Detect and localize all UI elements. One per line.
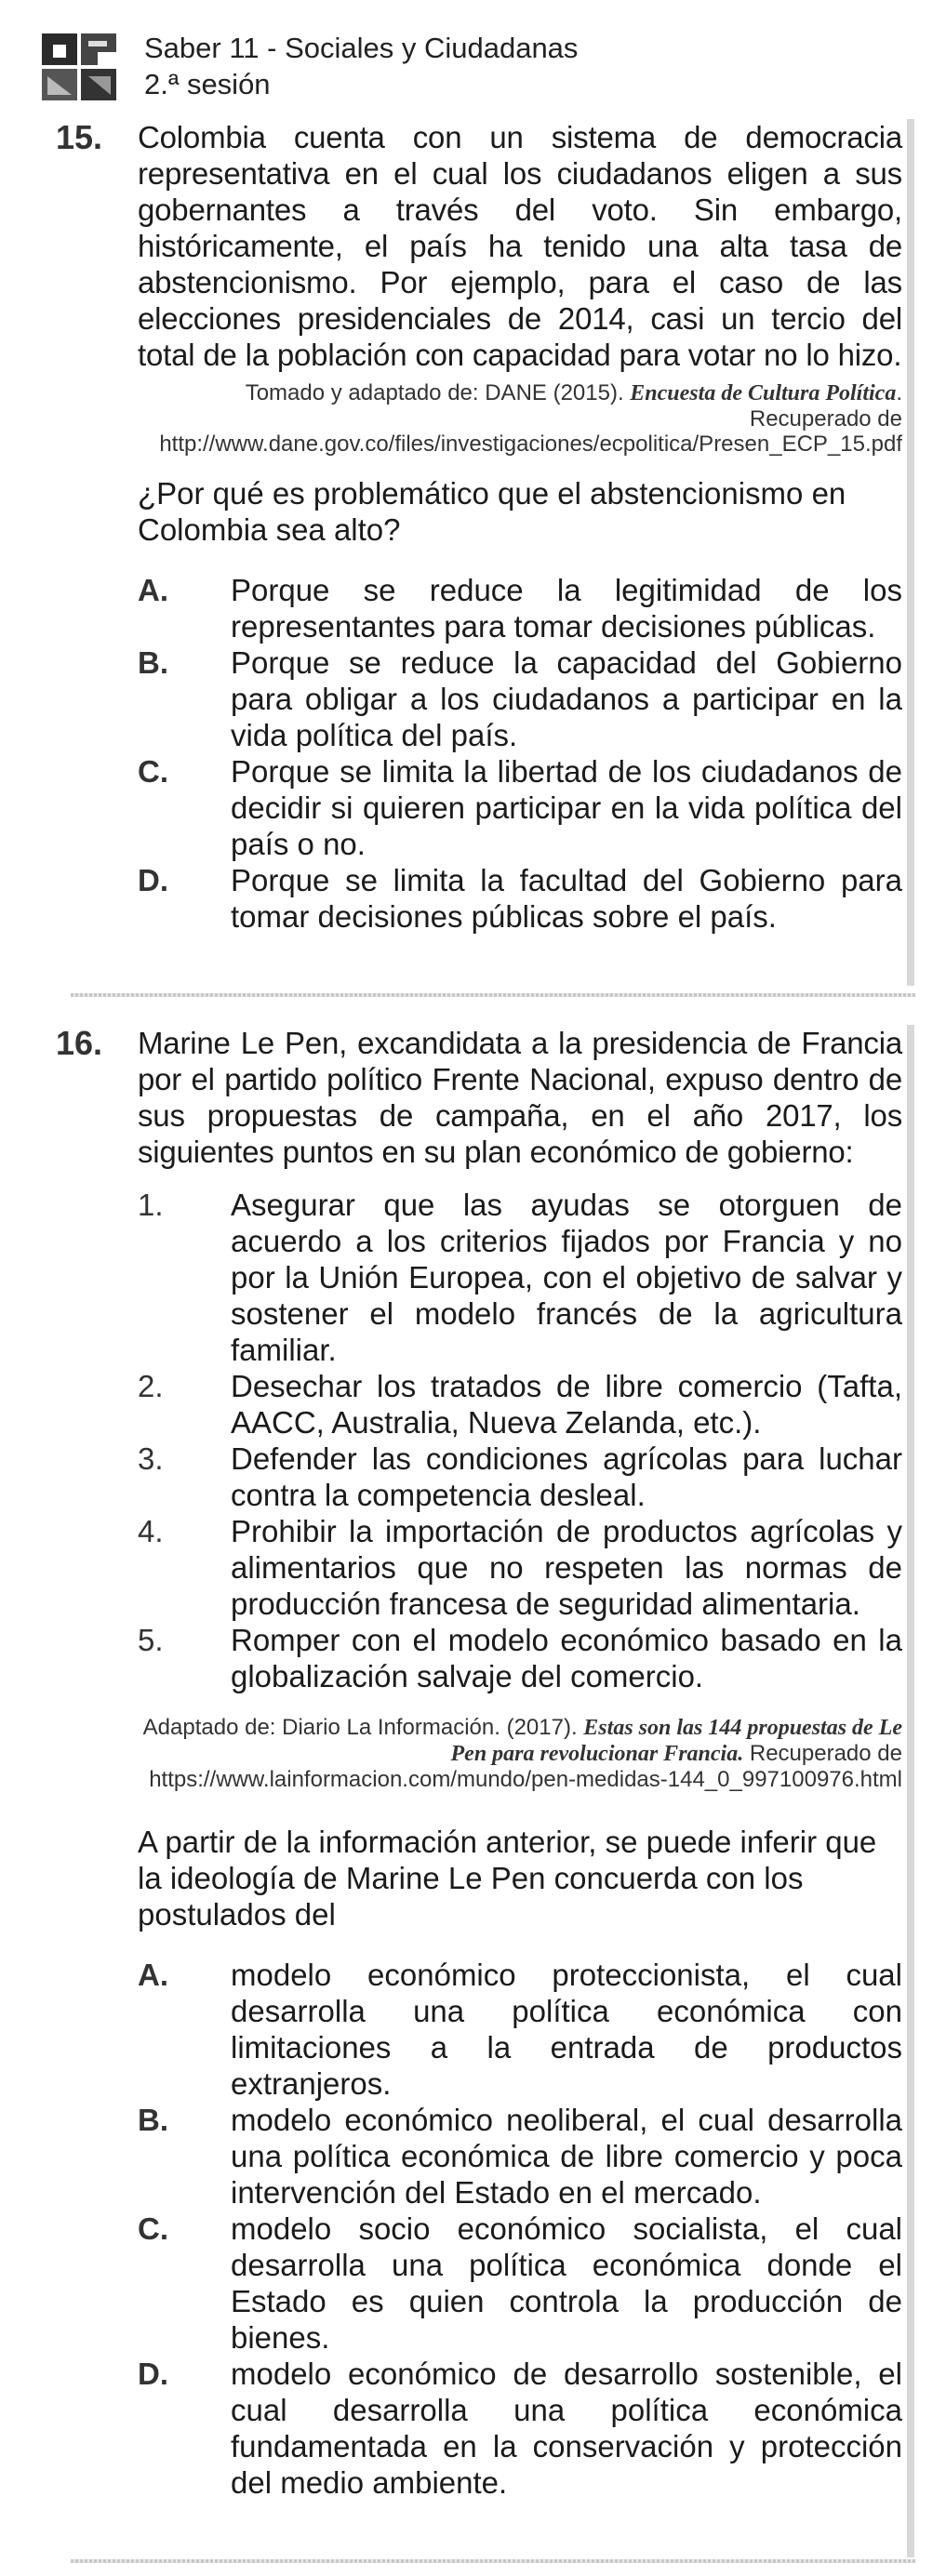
option-text: Porque se limita la facultad del Gobierno para tomar decisiones públicas sobre el país. (231, 863, 902, 934)
list-text: Romper con el modelo económico basado en la globalización salvaje del comercio. (231, 1623, 902, 1693)
list-number: 2. (138, 1369, 164, 1403)
list-number: 1. (138, 1188, 164, 1222)
source-citation (138, 380, 902, 457)
question-16-border (907, 1025, 914, 2557)
list-number: 5. (138, 1623, 164, 1657)
question-number: 15. (56, 118, 103, 156)
option-b[interactable] (138, 644, 902, 753)
option-letter: B. (138, 645, 168, 680)
list-item (138, 1441, 902, 1513)
list-number: 3. (138, 1441, 164, 1476)
option-b[interactable] (138, 2102, 902, 2211)
source-suffix: Recuperado de https://www.lainformacion.com/mundo/pen-medidas-144_0_997100976.html (149, 1741, 902, 1792)
header-title: Saber 11 - Sociales y Ciudadanas (144, 32, 579, 64)
option-text: modelo económico de desarrollo sostenible, el cual desarrolla una política económica fundamentada en la conservación y protección del medio ambiente. (231, 2357, 902, 2500)
header-text (144, 30, 578, 102)
source-prefix: Adaptado de: Diario La Información. (2017). (142, 1715, 578, 1740)
option-text: Porque se limita la libertad de los ciudadanos de decidir si quieren participar en la vida política del país o no. (231, 754, 902, 861)
list-text: Desechar los tratados de libre comercio (Tafta, AACC, Australia, Nueva Zelanda, etc.). (231, 1369, 902, 1440)
question-16 (56, 1025, 902, 2501)
question-15-border (907, 119, 914, 986)
source-title: Estas son las 144 propuestas de Le Pen para revolucionar Francia. (450, 1716, 902, 1766)
question-15-divider (71, 993, 915, 997)
list-item (138, 1622, 902, 1694)
option-letter: A. (138, 1958, 168, 1992)
option-letter: A. (138, 573, 168, 607)
answer-options (138, 572, 902, 935)
option-text: Porque se reduce la capacidad del Gobierno para obligar a los ciudadanos a participar en la vida política del país. (231, 645, 902, 752)
option-c[interactable] (138, 2211, 902, 2356)
answer-options (138, 1957, 902, 2501)
option-letter: B. (138, 2103, 168, 2137)
option-letter: C. (138, 2211, 168, 2246)
option-text: modelo socio económico socialista, el cual desarrolla una política económica donde el Estado es quien controla la producción de bienes. (231, 2211, 902, 2355)
option-letter: D. (138, 2357, 168, 2391)
question-prompt: A partir de la información anterior, se puede inferir que la ideología de Marine Le Pen concuerda con los postulados del (138, 1825, 877, 1932)
option-letter: D. (138, 863, 168, 897)
option-d[interactable] (138, 2356, 902, 2501)
question-prompt: ¿Por qué es problemático que el abstencionismo en Colombia sea alto? (138, 476, 846, 547)
source-title: Encuesta de Cultura Política (630, 381, 897, 405)
list-item (138, 1368, 902, 1441)
option-letter: C. (138, 754, 168, 789)
question-stem: Marine Le Pen, excandidata a la presidencia de Francia por el partido político Frente Nacional, expuso dentro de sus propuestas de campaña, en el año 2017, los siguientes puntos en su plan económico de gobierno: (138, 1026, 902, 1169)
option-a[interactable] (138, 1957, 902, 2102)
question-stem: Colombia cuenta con un sistema de democracia representativa en el cual los ciudadanos eligen a sus gobernantes a través del voto. Sin embargo, históricamente, el país ha tenido una alta tasa de abstencionismo. Por ejemplo, para el caso de las elecciones presidenciales de 2014, casi un tercio del total de la población con capacidad para votar no lo hizo. (138, 120, 902, 372)
option-c[interactable] (138, 753, 902, 862)
question-15 (56, 119, 902, 935)
option-text: modelo económico proteccionista, el cual desarrolla una política económica con limitaciones a la entrada de productos extranjeros. (231, 1958, 902, 2101)
question-number: 16. (56, 1024, 103, 1062)
option-text: Porque se reduce la legitimidad de los representantes para tomar decisiones públicas. (231, 573, 902, 644)
list-text: Defender las condiciones agrícolas para luchar contra la competencia desleal. (231, 1441, 902, 1512)
list-item (138, 1187, 902, 1368)
source-citation (138, 1715, 902, 1792)
page-header (42, 30, 879, 104)
icfes-logo (42, 33, 116, 100)
list-text: Asegurar que las ayudas se otorguen de acuerdo a los criterios fijados por Francia y no por la Unión Europea, con el objetivo de salvar y sostener el modelo francés de la agricultura familiar. (231, 1188, 902, 1367)
list-item (138, 1513, 902, 1622)
list-number: 4. (138, 1514, 164, 1548)
option-a[interactable] (138, 572, 902, 644)
source-prefix: Tomado y adaptado de: DANE (2015). (245, 380, 624, 405)
proposal-list (138, 1187, 902, 1694)
list-text: Prohibir la importación de productos agrícolas y alimentarios que no respeten las normas de producción francesa de seguridad alimentaria. (231, 1514, 902, 1621)
option-d[interactable] (138, 862, 902, 935)
header-session: 2.ª sesión (144, 68, 271, 100)
source-suffix: . Recuperado de http://www.dane.gov.co/files/investigaciones/ecpolitica/Presen_ECP_15.pdf (159, 380, 902, 457)
option-text: modelo económico neoliberal, el cual desarrolla una política económica de libre comercio y poca intervención del Estado en el mercado. (231, 2103, 902, 2210)
question-16-divider (71, 2559, 915, 2563)
